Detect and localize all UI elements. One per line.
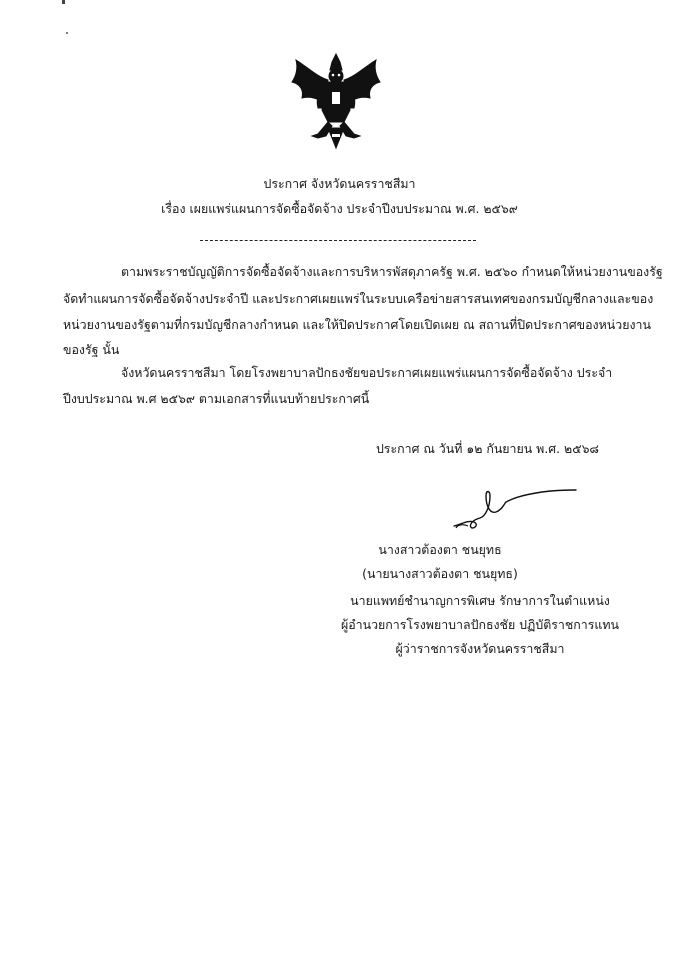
signatory-position: ผู้ว่าราชการจังหวัดนครราชสีมา [395,641,565,656]
announcement-title: ประกาศ จังหวัดนครราชสีมา [263,176,416,191]
body-line: ปีงบประมาณ พ.ศ ๒๕๖๙ ตามเอกสารที่แนบท้ายประกาศนี้ [63,391,370,406]
body-line: จังหวัดนครราชสีมา โดยโรงพยาบาลปักธงชัยขอประกาศเผยแพร่แผนการจัดซื้อจัดจ้าง ประจำ [121,365,613,380]
announcement-subject: เรื่อง เผยแพร่แผนการจัดซื้อจัดจ้าง ประจำปีงบประมาณ พ.ศ. ๒๕๖๙ [161,201,518,216]
scan-speck [66,32,68,34]
scan-mark [62,0,65,4]
signatory-name: นางสาวต้องตา ชนยุทธ [378,542,502,557]
garuda-emblem-icon [288,52,384,152]
announcement-date: ประกาศ ณ วันที่ ๑๒ กันยายน พ.ศ. ๒๕๖๘ [375,441,599,456]
handwritten-signature [446,484,586,538]
body-line: หน่วยงานของรัฐตามที่กรมบัญชีกลางกำหนด และให้ปิดประกาศโดยเปิดเผย ณ สถานที่ปิดประกาศของหน่วยงาน [63,317,651,332]
body-line: จัดทำแผนการจัดซื้อจัดจ้างประจำปี และประกาศเผยแพร่ในระบบเครือข่ายสารสนเทศของกรมบัญชีกลางและของ [63,291,654,306]
body-line: ของรัฐ นั้น [63,342,120,357]
body-line: ตามพระราชบัญญัติการจัดซื้อจัดจ้างและการบริหารพัสดุภาครัฐ พ.ศ. ๒๕๖๐ กำหนดให้หน่วยงานของรัฐ [121,264,663,279]
separator-line [200,240,476,241]
signatory-position: ผู้อำนวยการโรงพยาบาลปักธงชัย ปฏิบัติราชการแทน [340,617,620,632]
signatory-position: นายแพทย์ชำนาญการพิเศษ รักษาการในตำแหน่ง [350,593,610,608]
signatory-name-parenthesized: (นายนางสาวต้องตา ชนยุทธ) [362,566,518,581]
